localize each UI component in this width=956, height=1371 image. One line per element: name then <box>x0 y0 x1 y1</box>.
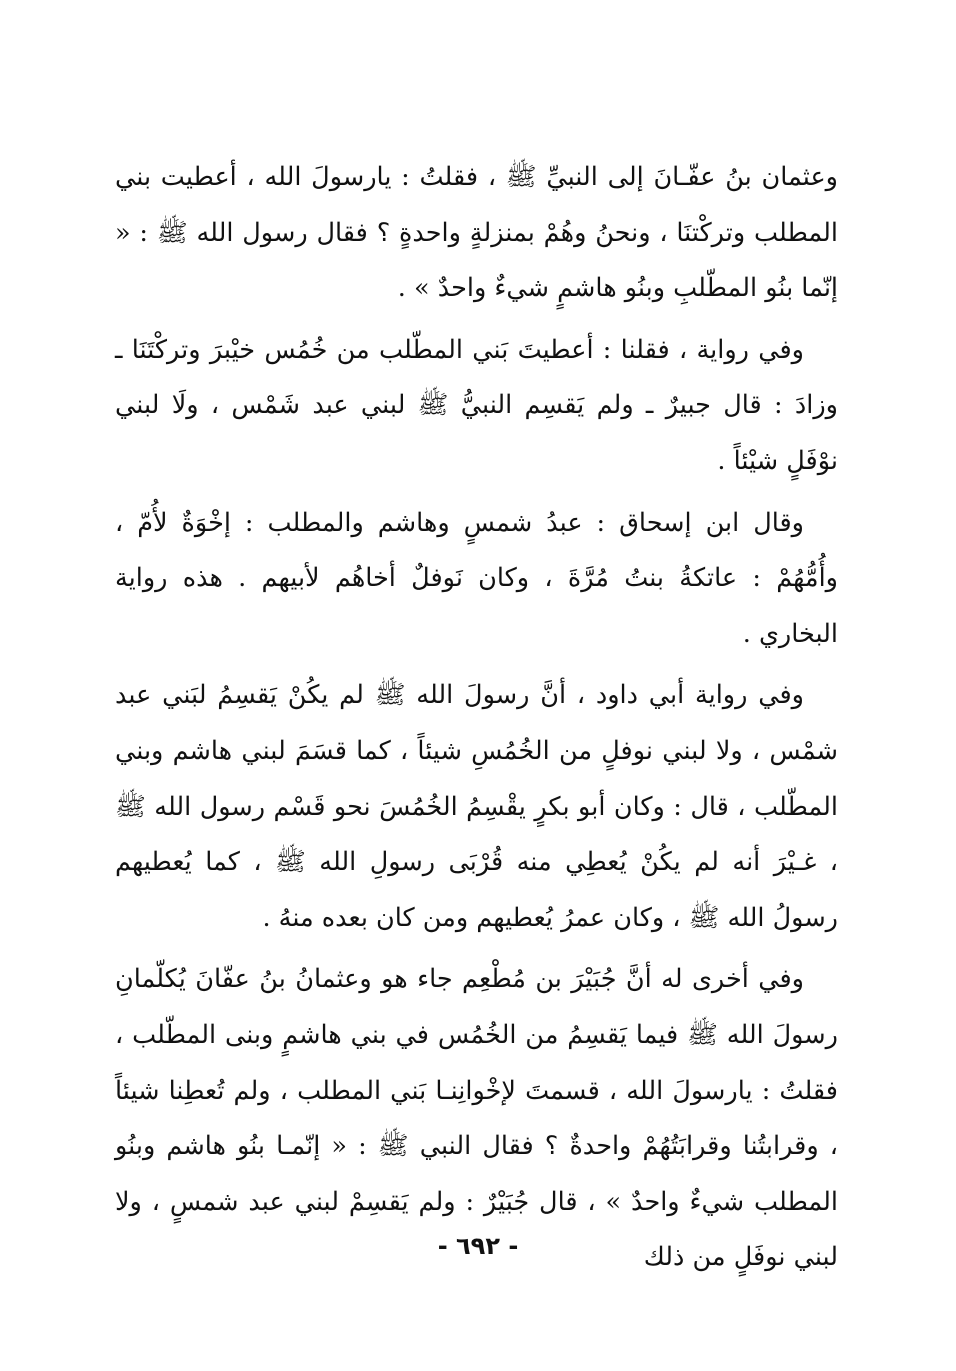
paragraph-3: وقال ابن إسحاق : عبدُ شمسٍ وهاشم والمطلب : إخْوَةٌ لأُمّ ، وأُمُّهُمْ : عاتكةُ بنتُ مُرَّةَ ، وكان نَوفلٌ أخاهُم لأبيهم . هذه رواية البخاري . <box>115 507 838 649</box>
page-number: - ٦٩٢ - <box>437 1232 519 1260</box>
paragraph-2: وفي رواية ، فقلنا : أعطيتَ بَني المطّلب من خُمُس خيْبرَ وتركْتَنَا ـ وزادَ : قال جبيرٌ ـ ولم يَقسِم النبيُّ ﷺ لبني عبد شَمْس ، ولَا لبني نوْفَلٍ شيْئاً . <box>115 334 838 476</box>
paragraph-4: وفي رواية أبي داود ، أنَّ رسولَ الله ﷺ لم يكُنْ يَقسِمُ لبَني عبد شمْس ، ولا لبني نوفلٍ من الخُمُسِ شيئاً ، كما قسَمَ لبني هاشم وبني المطّلب ، قال : وكان أبو بكرٍ يقْسِمُ الخُمُسَ نحو قَسْم رسول الله ﷺ ، غـيْرَ أنه لم يكُنْ يُعطِي منه قُرْبَى رسولِ الله ﷺ ، كما يُعطيهم رسولُ الله ﷺ ، وكان عمرُ يُعطيهم ومن كان بعده منهُ . <box>115 680 838 933</box>
body-text <box>115 150 838 1292</box>
paragraph-1: وعثمان بنُ عفّـانَ إلى النبيِّ ﷺ ، فقلتُ : يارسولَ الله ، أعطيت بني المطلب وتركْتنَا ، ونحنُ وهُمْ بمنزلةٍ واحدةٍ ؟ فقال رسول الله ﷺ : « إنّما بنُو المطّلبِ وبنُو هاشمٍ شيءٌ واحدٌ » . <box>115 162 838 304</box>
paragraph-5: وفي أخرى له أنَّ جُبَيْرَ بن مُطْعِم جاء هو وعثمانُ بنُ عفّانَ يُكلّمانِ رسولَ الله ﷺ فيما يَقسِمُ من الخُمُس في بني هاشمٍ وبنى المطّلب ، فقلتُ : يارسولَ الله ، قسمتَ لإخْوانِنـا بَني المطلب ، ولم تُعطِنا شيئاً ، وقرابتُنا وقرابَتُهُمْ واحدةٌ ؟ فقال النبي ﷺ : « إنّمـا بنُو هاشم وبنُو المطلب شيءٌ واحدٌ » ، قال جُبَيْرٌ : ولم يَقسِمْ لبني عبد شمسٍ ، ولا لبني نوفَلٍ من ذلك <box>115 964 838 1273</box>
